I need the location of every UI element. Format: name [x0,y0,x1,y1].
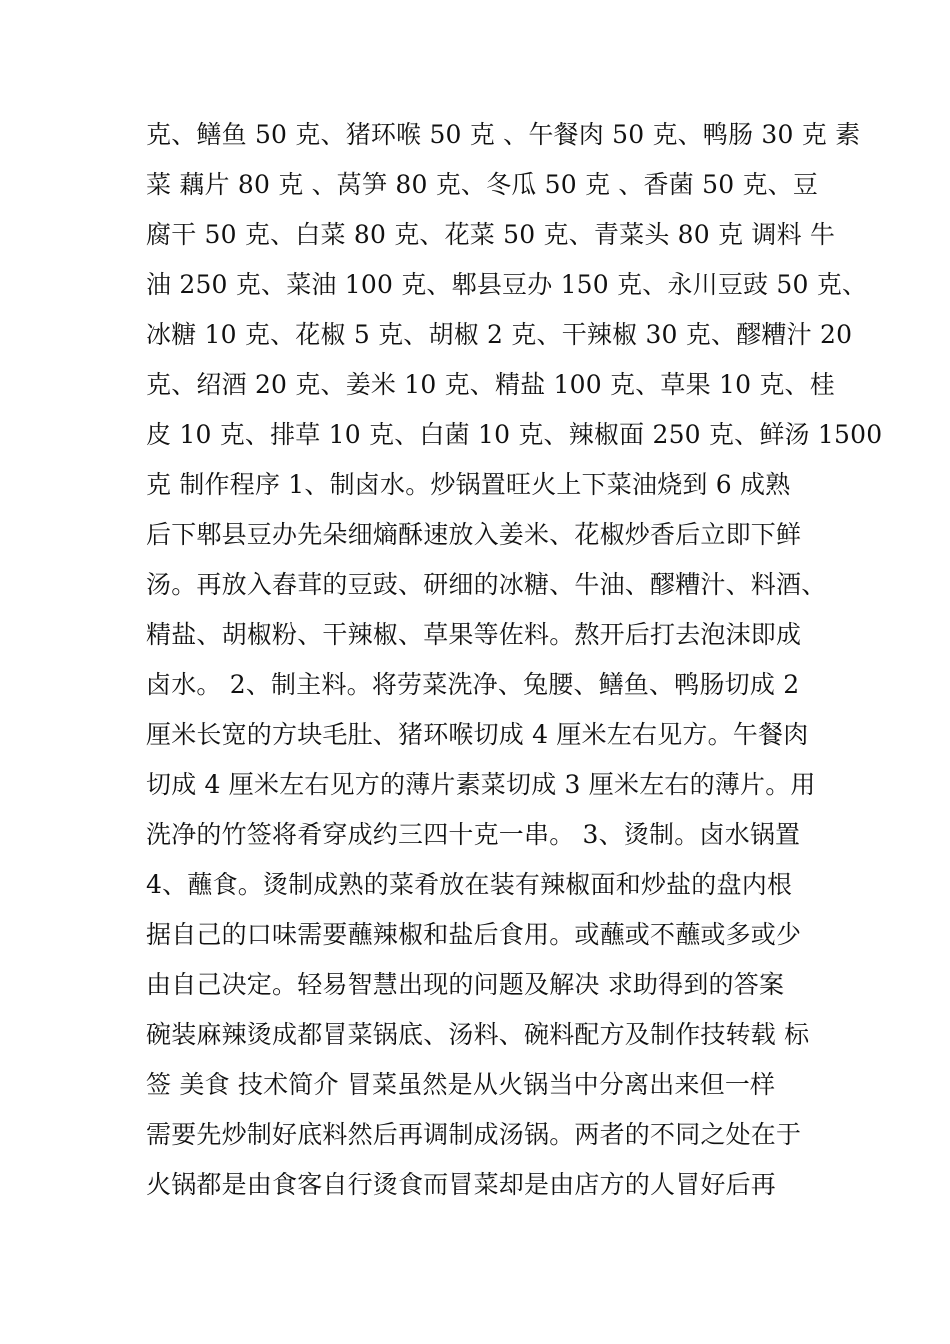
text-line: 克、绍酒 20 克、姜米 10 克、精盐 100 克、草果 10 克、桂 [146,370,835,399]
text-line: 火锅都是由食客自行烫食而冒菜却是由店方的人冒好后再 [146,1170,777,1199]
text-line: 厘米长宽的方块毛肚、猪环喉切成 4 厘米左右见方。午餐肉 [146,720,809,749]
text-line: 据自己的口味需要蘸辣椒和盐后食用。或蘸或不蘸或多或少 [146,920,802,949]
text-line: 由自己决定。轻易智慧出现的问题及解决 求助得到的答案 [146,970,785,999]
text-line: 克 制作程序 1、制卤水。炒锅置旺火上下菜油烧到 6 成熟 [146,470,791,499]
text-line: 油 250 克、菜油 100 克、郫县豆办 150 克、永川豆豉 50 克、 [146,270,868,299]
text-line: 克、鳝鱼 50 克、猪环喉 50 克 、午餐肉 50 克、鸭肠 30 克 素 [146,120,861,149]
text-line: 腐干 50 克、白菜 80 克、花菜 50 克、青菜头 80 克 调料 牛 [146,220,836,249]
text-line: 卤水。 2、制主料。将劳菜洗净、兔腰、鳝鱼、鸭肠切成 2 [146,670,800,699]
text-line: 洗净的竹签将肴穿成约三四十克一串。 3、烫制。卤水锅置 [146,820,801,849]
text-line: 切成 4 厘米左右见方的薄片素菜切成 3 厘米左右的薄片。用 [146,770,816,799]
text-line: 冰糖 10 克、花椒 5 克、胡椒 2 克、干辣椒 30 克、醪糟汁 20 [146,320,853,349]
text-line: 汤。再放入舂茸的豆豉、研细的冰糖、牛油、醪糟汁、料酒、 [146,570,827,599]
text-line: 后下郫县豆办先朵细熵酥速放入姜米、花椒炒香后立即下鲜 [146,520,802,549]
body-text [146,110,883,1210]
text-line: 需要先炒制好底料然后再调制成汤锅。两者的不同之处在于 [146,1120,802,1149]
text-line: 菜 藕片 80 克 、莴笋 80 克、冬瓜 50 克 、香菌 50 克、豆 [146,170,819,199]
text-line: 皮 10 克、排草 10 克、白菌 10 克、辣椒面 250 克、鲜汤 1500 [146,420,883,449]
text-line: 精盐、胡椒粉、干辣椒、草果等佐料。熬开后打去泡沫即成 [146,620,802,649]
text-line: 4、蘸食。烫制成熟的菜肴放在装有辣椒面和炒盐的盘内根 [146,870,793,899]
text-line: 签 美食 技术简介 冒菜虽然是从火锅当中分离出来但一样 [146,1070,776,1099]
text-line: 碗装麻辣烫成都冒菜锅底、汤料、碗料配方及制作技转载 标 [146,1020,810,1049]
